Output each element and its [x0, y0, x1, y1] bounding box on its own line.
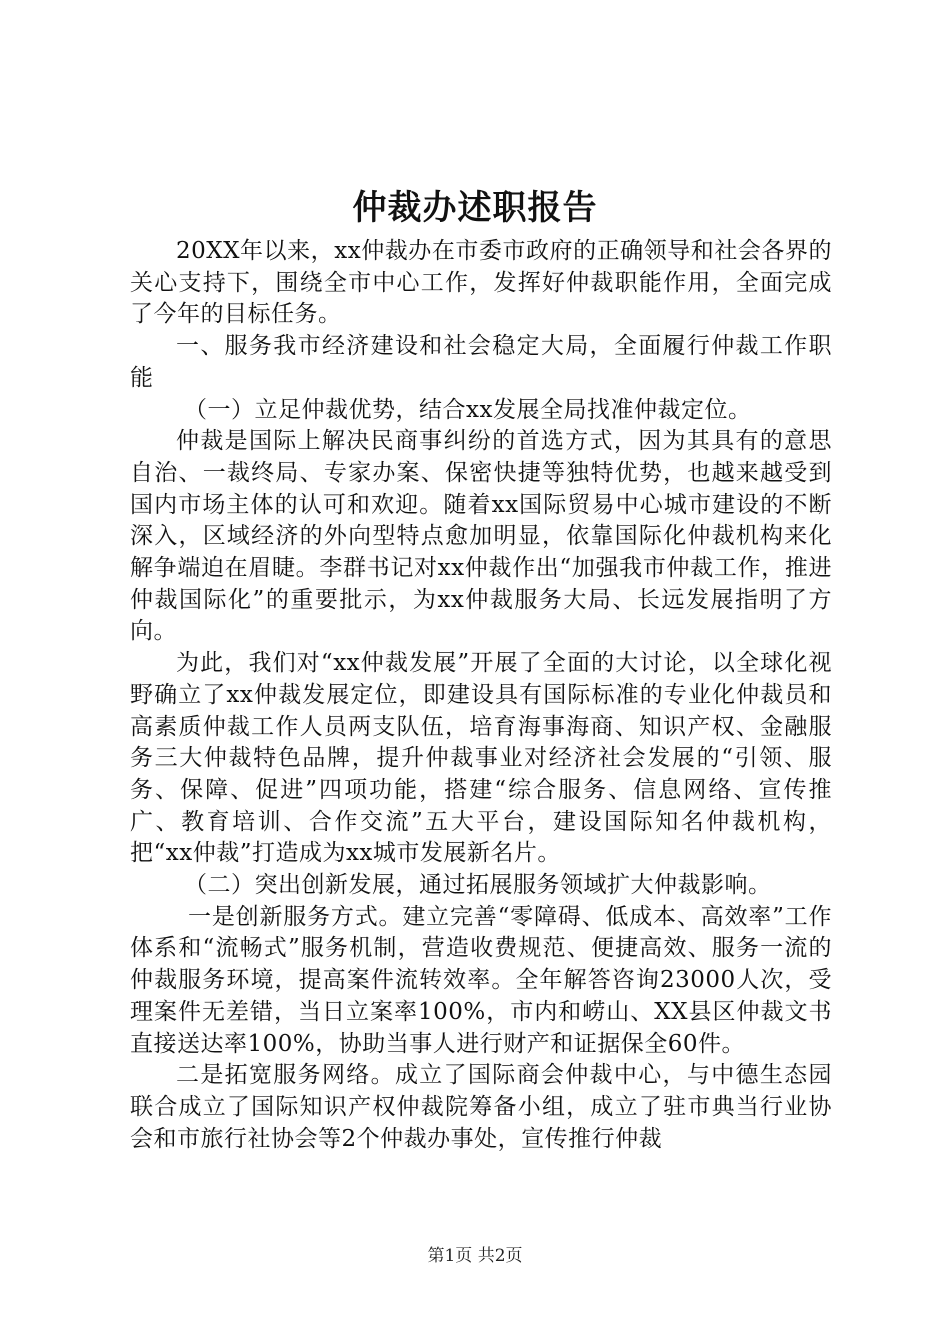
section-heading-1: 一、服务我市经济建设和社会稳定大局，全面履行仲裁工作职能: [130, 333, 832, 391]
intro-paragraph: 20XX年以来，xx仲裁办在市委市政府的正确领导和社会各界的关心支持下，围绕全市中心工作，发挥好仲裁职能作用，全面完成了今年的目标任务。: [130, 238, 832, 328]
body-paragraph: 仲裁是国际上解决民商事纠纷的首选方式，因为其具有的意思自治、一裁终局、专家办案、保密快捷等独特优势，也越来越受到国内市场主体的认可和欢迎。随着xx国际贸易中心城市建设的不断深入，区域经济的外向型特点愈加明显，依靠国际化仲裁机构来化解争端迫在眉睫。李群书记对xx仲裁作出“加强我市仲裁工作，推进仲裁国际化”的重要批示，为xx仲裁服务大局、长远发展指明了方向。: [130, 428, 832, 645]
subsection-heading-2: （二）突出创新发展，通过拓展服务领域扩大仲裁影响。: [184, 872, 772, 899]
body-paragraph: 为此，我们对“xx仲裁发展”开展了全面的大讨论，以全球化视野确立了xx仲裁发展定位，即建设具有国际标准的专业化仲裁员和高素质仲裁工作人员两支队伍，培育海事海商、知识产权、金融服务三大仲裁特色品牌，提升仲裁事业对经济社会发展的“引领、服务、保障、促进”四项功能，搭建“综合服务、信息网络、宣传推广、教育培训、合作交流”五大平台，建设国际知名仲裁机构，把“xx仲裁”打造成为xx城市发展新名片。: [130, 650, 832, 867]
document-body: [130, 236, 832, 1155]
subsection-heading-1: （一）立足仲裁优势，结合xx发展全局找准仲裁定位。: [184, 396, 752, 423]
body-paragraph: 二是拓宽服务网络。成立了国际商会仲裁中心，与中德生态园联合成立了国际知识产权仲裁院筹备小组，成立了驻市典当行业协会和市旅行社协会等2个仲裁办事处，宣传推行仲裁: [130, 1062, 832, 1152]
page-number: 第1页 共2页: [427, 1246, 523, 1266]
body-paragraph: 一是创新服务方式。建立完善“零障碍、低成本、高效率”工作体系和“流畅式”服务机制，营造收费规范、便捷高效、服务一流的仲裁服务环境，提高案件流转效率。全年解答咨询23000人次，受理案件无差错，当日立案率100%，市内和崂山、XX县区仲裁文书直接送达率100%，协助当事人进行财产和证据保全60件。: [130, 903, 832, 1057]
document-title: 仲裁办述职报告: [352, 188, 598, 228]
